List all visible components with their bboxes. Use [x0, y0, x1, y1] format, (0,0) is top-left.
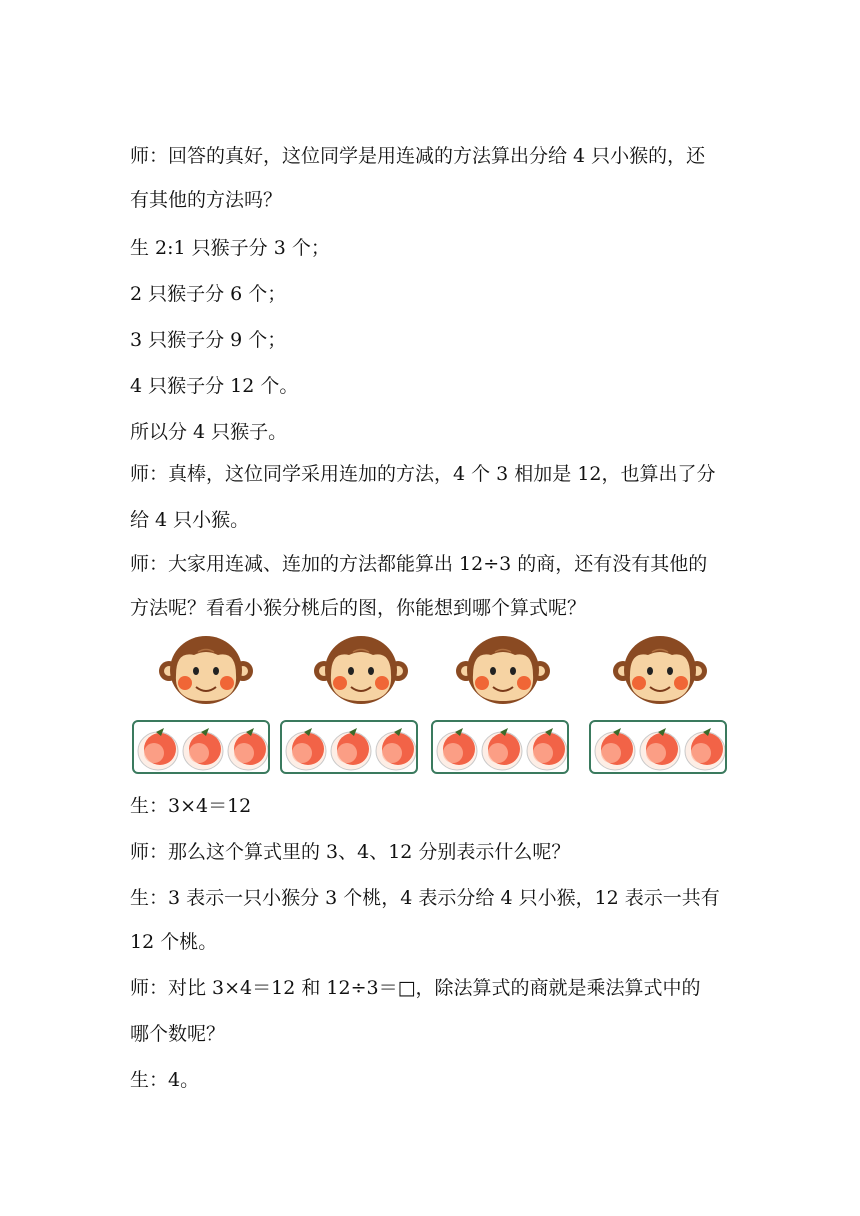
- paragraph-line: 生：4。: [130, 1069, 200, 1091]
- peach-basket: [280, 720, 418, 774]
- peach-icon-group: [591, 722, 725, 772]
- peach-icon-group: [433, 722, 567, 772]
- peach-basket: [132, 720, 270, 774]
- paragraph-line: 12 个桃。: [130, 931, 218, 953]
- monkey-row: [130, 635, 742, 707]
- paragraph-line: 所以分 4 只猴子。: [130, 421, 288, 443]
- peach-basket: [431, 720, 569, 774]
- paragraph-line: 师：那么这个算式里的 3、4、12 分别表示什么呢？: [130, 841, 571, 863]
- monkey-icon: [455, 635, 551, 705]
- paragraph-line: 生：3 表示一只小猴分 3 个桃，4 表示分给 4 只小猴，12 表示一共有: [130, 887, 720, 909]
- peach-icon-group: [134, 722, 268, 772]
- peach-basket-row: [130, 720, 742, 780]
- paragraph-line: 师：真棒，这位同学采用连加的方法，4 个 3 相加是 12，也算出了分: [130, 463, 716, 485]
- monkey-icon: [158, 635, 254, 705]
- paragraph-line: 2 只猴子分 6 个；: [130, 283, 287, 305]
- monkey-icon: [313, 635, 409, 705]
- paragraph-line: 师：对比 3×4＝12 和 12÷3＝□，除法算式的商就是乘法算式中的: [130, 977, 701, 999]
- paragraph-line: 4 只猴子分 12 个。: [130, 375, 299, 397]
- paragraph-line: 师：大家用连减、连加的方法都能算出 12÷3 的商，还有没有其他的: [130, 553, 708, 575]
- paragraph-line: 师：回答的真好，这位同学是用连减的方法算出分给 4 只小猴的，还: [130, 145, 706, 167]
- peach-icon-group: [282, 722, 416, 772]
- peach-basket: [589, 720, 727, 774]
- paragraph-line: 生：3×4＝12: [130, 795, 252, 817]
- paragraph-line: 给 4 只小猴。: [130, 509, 250, 531]
- monkey-icon: [612, 635, 708, 705]
- paragraph-line: 哪个数呢？: [130, 1023, 226, 1045]
- paragraph-line: 有其他的方法吗？: [130, 189, 283, 211]
- paragraph-line: 生 2:1 只猴子分 3 个；: [130, 237, 330, 259]
- paragraph-line: 3 只猴子分 9 个；: [130, 329, 287, 351]
- paragraph-line: 方法呢？看看小猴分桃后的图，你能想到哪个算式呢？: [130, 597, 587, 619]
